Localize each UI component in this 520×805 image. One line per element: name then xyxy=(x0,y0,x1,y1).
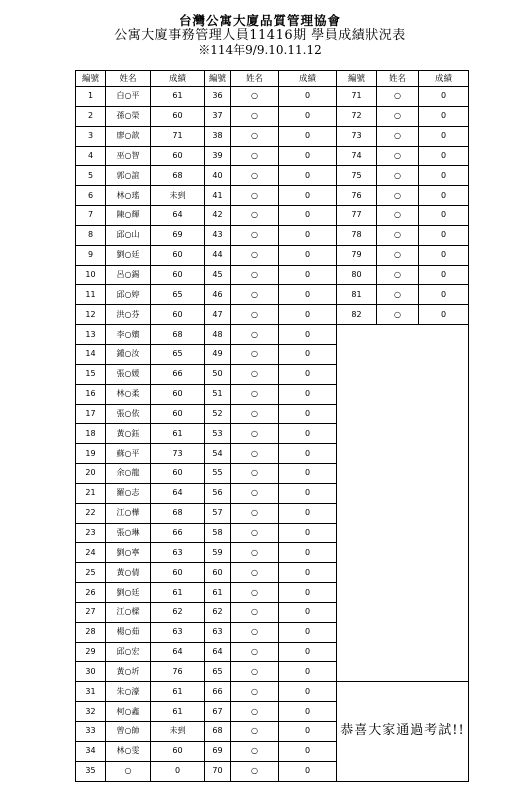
cell-score: 0 xyxy=(419,206,469,226)
cell-no: 26 xyxy=(76,583,106,603)
cell-name: ○ xyxy=(377,305,419,325)
cell-name: ○ xyxy=(231,702,279,722)
cell-score: 0 xyxy=(279,325,337,345)
cell-name: 劉○廷 xyxy=(106,583,151,603)
cell-name: ○ xyxy=(231,464,279,484)
cell-name: ○ xyxy=(231,424,279,444)
cell-name: ○ xyxy=(231,404,279,424)
cell-score: 0 xyxy=(279,464,337,484)
cell-name: ○ xyxy=(231,106,279,126)
cell-name: 洪○芬 xyxy=(106,305,151,325)
cell-name: 呂○錫 xyxy=(106,265,151,285)
cell-no: 6 xyxy=(76,186,106,206)
cell-name: 邱○婷 xyxy=(106,285,151,305)
cell-score: 0 xyxy=(419,225,469,245)
cell-score: 0 xyxy=(419,126,469,146)
table-row xyxy=(76,146,469,166)
cell-name: ○ xyxy=(231,245,279,265)
cell-no: 48 xyxy=(205,325,231,345)
cell-score: 0 xyxy=(279,166,337,186)
cell-no: 45 xyxy=(205,265,231,285)
cell-no: 52 xyxy=(205,404,231,424)
cell-score: 0 xyxy=(279,404,337,424)
cell-no: 64 xyxy=(205,642,231,662)
cell-score: 0 xyxy=(279,126,337,146)
cell-score: 69 xyxy=(151,225,205,245)
cell-no: 1 xyxy=(76,87,106,107)
cell-name: ○ xyxy=(231,146,279,166)
cell-name: ○ xyxy=(377,245,419,265)
cell-no: 2 xyxy=(76,106,106,126)
cell-score: 0 xyxy=(279,583,337,603)
cell-no: 27 xyxy=(76,602,106,622)
cell-score: 68 xyxy=(151,503,205,523)
cell-name: ○ xyxy=(231,186,279,206)
cell-no: 3 xyxy=(76,126,106,146)
table-row xyxy=(76,325,469,345)
cell-score: 0 xyxy=(419,146,469,166)
cell-no: 38 xyxy=(205,126,231,146)
cell-no: 39 xyxy=(205,146,231,166)
cell-name: 張○依 xyxy=(106,404,151,424)
cell-score: 未到 xyxy=(151,186,205,206)
cell-no: 15 xyxy=(76,364,106,384)
table-row xyxy=(76,285,469,305)
cell-name: ○ xyxy=(231,87,279,107)
cell-name: ○ xyxy=(231,662,279,682)
cell-no: 4 xyxy=(76,146,106,166)
document-subtitle: 公寓大廈事務管理人員11416期 學員成績狀況表 xyxy=(114,28,406,43)
cell-name: ○ xyxy=(231,722,279,742)
cell-no: 74 xyxy=(337,146,377,166)
cell-score: 60 xyxy=(151,563,205,583)
cell-score: 0 xyxy=(419,186,469,206)
cell-name: ○ xyxy=(231,523,279,543)
cell-name: 朱○濠 xyxy=(106,682,151,702)
congratulations-message: 恭喜大家通過考試!! xyxy=(337,682,469,781)
cell-no: 47 xyxy=(205,305,231,325)
cell-name: 陳○輝 xyxy=(106,206,151,226)
table-row xyxy=(76,225,469,245)
table-row xyxy=(76,206,469,226)
cell-name: ○ xyxy=(377,186,419,206)
cell-name: ○ xyxy=(377,166,419,186)
cell-name: 江○樑 xyxy=(106,602,151,622)
cell-name: 劉○廷 xyxy=(106,245,151,265)
cell-no: 28 xyxy=(76,622,106,642)
cell-score: 0 xyxy=(279,206,337,226)
cell-no: 23 xyxy=(76,523,106,543)
cell-no: 7 xyxy=(76,206,106,226)
cell-name: 余○龍 xyxy=(106,464,151,484)
header-name: 姓名 xyxy=(377,71,419,87)
cell-name: ○ xyxy=(231,602,279,622)
cell-no: 35 xyxy=(76,761,106,781)
cell-no: 57 xyxy=(205,503,231,523)
cell-score: 0 xyxy=(279,682,337,702)
cell-name: ○ xyxy=(377,265,419,285)
cell-no: 17 xyxy=(76,404,106,424)
cell-name: 羅○志 xyxy=(106,483,151,503)
cell-no: 12 xyxy=(76,305,106,325)
cell-name: ○ xyxy=(231,384,279,404)
cell-score: 0 xyxy=(279,424,337,444)
cell-score: 62 xyxy=(151,602,205,622)
cell-score: 0 xyxy=(279,523,337,543)
cell-no: 67 xyxy=(205,702,231,722)
cell-name: 孫○榮 xyxy=(106,106,151,126)
cell-score: 0 xyxy=(419,87,469,107)
cell-no: 43 xyxy=(205,225,231,245)
cell-name: ○ xyxy=(231,305,279,325)
cell-no: 60 xyxy=(205,563,231,583)
cell-score: 0 xyxy=(279,285,337,305)
cell-no: 59 xyxy=(205,543,231,563)
cell-no: 5 xyxy=(76,166,106,186)
cell-score: 0 xyxy=(279,483,337,503)
cell-no: 51 xyxy=(205,384,231,404)
cell-score: 61 xyxy=(151,87,205,107)
cell-name: ○ xyxy=(106,761,151,781)
table-row xyxy=(76,265,469,285)
header-name: 姓名 xyxy=(231,71,279,87)
cell-name: ○ xyxy=(231,225,279,245)
cell-score: 60 xyxy=(151,384,205,404)
cell-name: 林○雯 xyxy=(106,741,151,761)
cell-no: 10 xyxy=(76,265,106,285)
cell-no: 19 xyxy=(76,444,106,464)
cell-score: 63 xyxy=(151,543,205,563)
cell-score: 76 xyxy=(151,662,205,682)
cell-no: 70 xyxy=(205,761,231,781)
cell-score: 73 xyxy=(151,444,205,464)
header-no: 編號 xyxy=(76,71,106,87)
cell-no: 8 xyxy=(76,225,106,245)
cell-score: 64 xyxy=(151,642,205,662)
cell-name: 張○琳 xyxy=(106,523,151,543)
cell-score: 60 xyxy=(151,464,205,484)
cell-no: 65 xyxy=(205,662,231,682)
cell-no: 20 xyxy=(76,464,106,484)
cell-score: 0 xyxy=(419,305,469,325)
cell-name: ○ xyxy=(231,503,279,523)
cell-score: 60 xyxy=(151,265,205,285)
cell-name: ○ xyxy=(231,344,279,364)
cell-no: 29 xyxy=(76,642,106,662)
cell-score: 0 xyxy=(419,285,469,305)
cell-no: 9 xyxy=(76,245,106,265)
cell-no: 82 xyxy=(337,305,377,325)
cell-no: 14 xyxy=(76,344,106,364)
cell-name: ○ xyxy=(231,325,279,345)
cell-no: 81 xyxy=(337,285,377,305)
cell-score: 61 xyxy=(151,682,205,702)
cell-name: ○ xyxy=(231,642,279,662)
cell-score: 66 xyxy=(151,364,205,384)
cell-name: 蘇○平 xyxy=(106,444,151,464)
cell-score: 0 xyxy=(279,106,337,126)
cell-score: 0 xyxy=(279,305,337,325)
cell-name: 邱○山 xyxy=(106,225,151,245)
cell-score: 0 xyxy=(279,702,337,722)
cell-no: 42 xyxy=(205,206,231,226)
cell-name: ○ xyxy=(231,285,279,305)
cell-no: 62 xyxy=(205,602,231,622)
cell-score: 63 xyxy=(151,622,205,642)
header-name: 姓名 xyxy=(106,71,151,87)
cell-name: ○ xyxy=(231,583,279,603)
cell-name: 白○平 xyxy=(106,87,151,107)
header-no: 編號 xyxy=(205,71,231,87)
cell-name: ○ xyxy=(231,265,279,285)
cell-no: 13 xyxy=(76,325,106,345)
cell-score: 0 xyxy=(279,761,337,781)
cell-score: 65 xyxy=(151,285,205,305)
organization-title: 台灣公寓大廈品質管理協會 xyxy=(178,13,341,28)
cell-no: 22 xyxy=(76,503,106,523)
cell-no: 77 xyxy=(337,206,377,226)
cell-no: 68 xyxy=(205,722,231,742)
cell-name: ○ xyxy=(377,106,419,126)
cell-score: 60 xyxy=(151,245,205,265)
header-no: 編號 xyxy=(337,71,377,87)
table-row xyxy=(76,166,469,186)
cell-name: 李○嬪 xyxy=(106,325,151,345)
cell-score: 60 xyxy=(151,106,205,126)
cell-no: 63 xyxy=(205,622,231,642)
cell-no: 80 xyxy=(337,265,377,285)
cell-name: ○ xyxy=(377,146,419,166)
cell-score: 60 xyxy=(151,305,205,325)
cell-score: 0 xyxy=(279,741,337,761)
cell-score: 64 xyxy=(151,206,205,226)
cell-no: 72 xyxy=(337,106,377,126)
cell-score: 0 xyxy=(279,146,337,166)
cell-name: ○ xyxy=(377,285,419,305)
header-score: 成績 xyxy=(151,71,205,87)
table-row xyxy=(76,245,469,265)
cell-score: 61 xyxy=(151,424,205,444)
cell-name: 廖○歆 xyxy=(106,126,151,146)
cell-no: 37 xyxy=(205,106,231,126)
cell-no: 46 xyxy=(205,285,231,305)
cell-score: 0 xyxy=(279,642,337,662)
cell-name: 郭○誼 xyxy=(106,166,151,186)
cell-no: 61 xyxy=(205,583,231,603)
cell-score: 0 xyxy=(279,543,337,563)
cell-score: 0 xyxy=(279,602,337,622)
cell-no: 40 xyxy=(205,166,231,186)
cell-no: 18 xyxy=(76,424,106,444)
cell-name: ○ xyxy=(231,483,279,503)
cell-name: 邱○宏 xyxy=(106,642,151,662)
header-score: 成績 xyxy=(419,71,469,87)
cell-name: ○ xyxy=(231,364,279,384)
cell-no: 30 xyxy=(76,662,106,682)
cell-score: 未到 xyxy=(151,722,205,742)
cell-no: 75 xyxy=(337,166,377,186)
cell-no: 44 xyxy=(205,245,231,265)
cell-name: ○ xyxy=(231,444,279,464)
cell-name: 劉○寧 xyxy=(106,543,151,563)
cell-name: 林○瑤 xyxy=(106,186,151,206)
cell-score: 0 xyxy=(419,245,469,265)
cell-no: 32 xyxy=(76,702,106,722)
cell-name: ○ xyxy=(377,225,419,245)
cell-score: 0 xyxy=(279,722,337,742)
cell-no: 66 xyxy=(205,682,231,702)
cell-no: 25 xyxy=(76,563,106,583)
cell-no: 50 xyxy=(205,364,231,384)
cell-score: 0 xyxy=(279,503,337,523)
cell-name: 巫○智 xyxy=(106,146,151,166)
header-score: 成績 xyxy=(279,71,337,87)
exam-dates: ※114年9/9.10.11.12 xyxy=(198,43,322,57)
cell-score: 0 xyxy=(279,563,337,583)
cell-no: 36 xyxy=(205,87,231,107)
cell-score: 0 xyxy=(279,245,337,265)
cell-no: 54 xyxy=(205,444,231,464)
table-header-row xyxy=(76,71,469,87)
table-row xyxy=(76,87,469,107)
cell-no: 79 xyxy=(337,245,377,265)
cell-score: 0 xyxy=(279,444,337,464)
table-row xyxy=(76,305,469,325)
cell-score: 65 xyxy=(151,344,205,364)
cell-score: 60 xyxy=(151,404,205,424)
cell-no: 71 xyxy=(337,87,377,107)
table-row xyxy=(76,106,469,126)
cell-score: 0 xyxy=(279,225,337,245)
cell-score: 0 xyxy=(279,344,337,364)
cell-no: 58 xyxy=(205,523,231,543)
cell-no: 33 xyxy=(76,722,106,742)
cell-name: 黃○倩 xyxy=(106,563,151,583)
cell-score: 60 xyxy=(151,146,205,166)
cell-score: 0 xyxy=(279,384,337,404)
cell-score: 60 xyxy=(151,741,205,761)
cell-no: 31 xyxy=(76,682,106,702)
cell-no: 41 xyxy=(205,186,231,206)
cell-name: ○ xyxy=(377,87,419,107)
cell-name: ○ xyxy=(377,126,419,146)
cell-name: 張○媛 xyxy=(106,364,151,384)
table-row xyxy=(76,126,469,146)
cell-name: 黃○圻 xyxy=(106,662,151,682)
cell-score: 0 xyxy=(279,186,337,206)
cell-name: 鍾○汝 xyxy=(106,344,151,364)
cell-score: 0 xyxy=(279,364,337,384)
cell-name: ○ xyxy=(231,741,279,761)
cell-score: 64 xyxy=(151,483,205,503)
cell-no: 55 xyxy=(205,464,231,484)
cell-name: 林○柔 xyxy=(106,384,151,404)
cell-name: 黃○鈺 xyxy=(106,424,151,444)
cell-name: 江○樺 xyxy=(106,503,151,523)
cell-name: ○ xyxy=(231,206,279,226)
cell-no: 69 xyxy=(205,741,231,761)
cell-name: ○ xyxy=(231,543,279,563)
cell-name: ○ xyxy=(231,166,279,186)
cell-score: 0 xyxy=(419,265,469,285)
cell-score: 0 xyxy=(279,662,337,682)
cell-name: ○ xyxy=(231,563,279,583)
cell-no: 21 xyxy=(76,483,106,503)
cell-no: 78 xyxy=(337,225,377,245)
cell-score: 0 xyxy=(419,106,469,126)
cell-name: ○ xyxy=(231,761,279,781)
cell-score: 0 xyxy=(279,87,337,107)
score-table xyxy=(75,70,469,782)
cell-name: 楊○茹 xyxy=(106,622,151,642)
cell-score: 0 xyxy=(279,622,337,642)
cell-score: 71 xyxy=(151,126,205,146)
cell-no: 49 xyxy=(205,344,231,364)
cell-no: 53 xyxy=(205,424,231,444)
table-row xyxy=(76,682,469,702)
cell-score: 68 xyxy=(151,166,205,186)
cell-no: 34 xyxy=(76,741,106,761)
cell-no: 24 xyxy=(76,543,106,563)
cell-name: ○ xyxy=(377,206,419,226)
cell-no: 11 xyxy=(76,285,106,305)
cell-name: 曾○帥 xyxy=(106,722,151,742)
cell-name: ○ xyxy=(231,682,279,702)
cell-no: 16 xyxy=(76,384,106,404)
cell-score: 66 xyxy=(151,523,205,543)
cell-score: 0 xyxy=(419,166,469,186)
cell-score: 68 xyxy=(151,325,205,345)
table-row xyxy=(76,186,469,206)
empty-block xyxy=(337,325,469,682)
cell-score: 0 xyxy=(151,761,205,781)
cell-no: 56 xyxy=(205,483,231,503)
cell-name: ○ xyxy=(231,126,279,146)
cell-no: 73 xyxy=(337,126,377,146)
cell-score: 61 xyxy=(151,702,205,722)
cell-name: ○ xyxy=(231,622,279,642)
cell-score: 0 xyxy=(279,265,337,285)
cell-no: 76 xyxy=(337,186,377,206)
cell-name: 柯○鑫 xyxy=(106,702,151,722)
cell-score: 61 xyxy=(151,583,205,603)
